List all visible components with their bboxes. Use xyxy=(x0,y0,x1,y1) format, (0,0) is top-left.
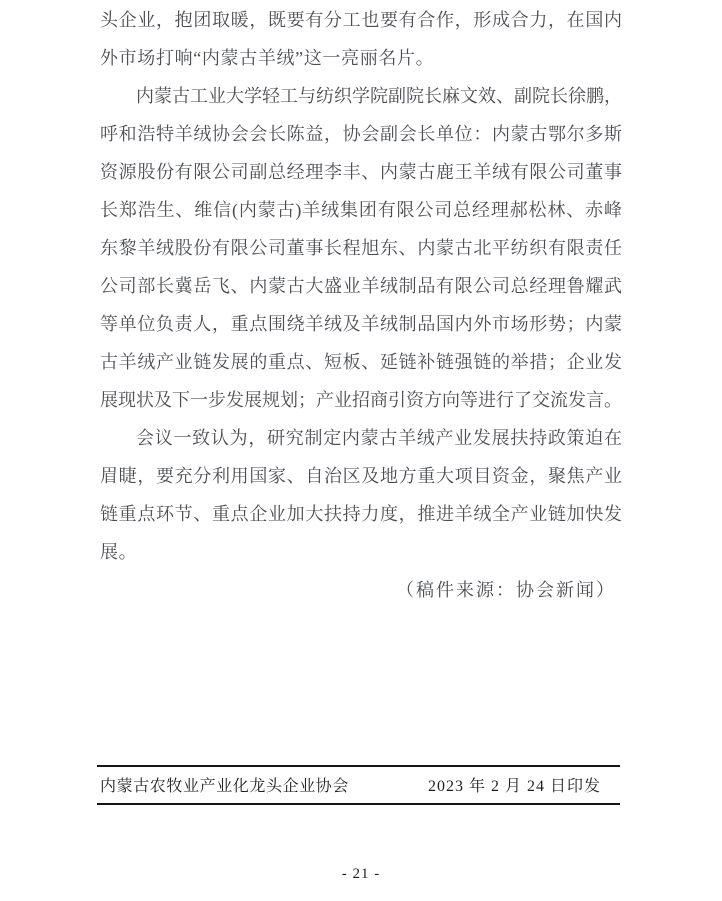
footer-print-date: 2023 年 2 月 24 日印发 xyxy=(427,777,601,795)
text-line: 呼和浩特羊绒协会会长陈益，协会副会长单位：内蒙古鄂尔多斯 xyxy=(100,124,622,144)
text-line: 古羊绒产业链发展的重点、短板、延链补链强链的举措；企业发 xyxy=(100,352,622,372)
text-line: 等单位负责人，重点围绕羊绒及羊绒制品国内外市场形势；内蒙 xyxy=(100,314,622,334)
page-number: - 21 - xyxy=(341,866,381,882)
footer-row xyxy=(100,766,617,802)
text-line: 长郑浩生、维信(内蒙古)羊绒集团有限公司总经理郝松林、赤峰 xyxy=(100,200,622,220)
text-line: 展。 xyxy=(100,542,138,562)
source-note: （稿件来源：协会新闻） xyxy=(396,580,616,600)
text-line: 会议一致认为，研究制定内蒙古羊绒产业发展扶持政策迫在 xyxy=(136,428,622,448)
text-line: 链重点环节、重点企业加大扶持力度，推进羊绒全产业链加快发 xyxy=(100,504,622,524)
footer-organization: 内蒙古农牧业产业化龙头企业协会 xyxy=(100,777,350,795)
text-line: 东黎羊绒股份有限公司董事长程旭东、内蒙古北平纺织有限责任 xyxy=(100,238,622,258)
text-line: 眉睫，要充分利用国家、自治区及地方重大项目资金，聚焦产业 xyxy=(100,466,622,486)
text-line: 公司部长冀岳飞、内蒙古大盛业羊绒制品有限公司总经理鲁耀武 xyxy=(100,276,622,296)
body-text xyxy=(100,1,622,609)
text-line: 展现状及下一步发展规划；产业招商引资方向等进行了交流发言。 xyxy=(100,390,622,410)
text-line: 内蒙古工业大学轻工与纺织学院副院长麻文效、副院长徐鹏， xyxy=(136,86,622,106)
footer-rule-bottom xyxy=(97,803,620,805)
text-line: 头企业，抱团取暖，既要有分工也要有合作，形成合力，在国内 xyxy=(100,10,622,30)
text-line: 资源股份有限公司副总经理李丰、内蒙古鹿王羊绒有限公司董事 xyxy=(100,162,622,182)
text-line: 外市场打响“内蒙古羊绒”这一亮丽名片。 xyxy=(100,48,435,68)
